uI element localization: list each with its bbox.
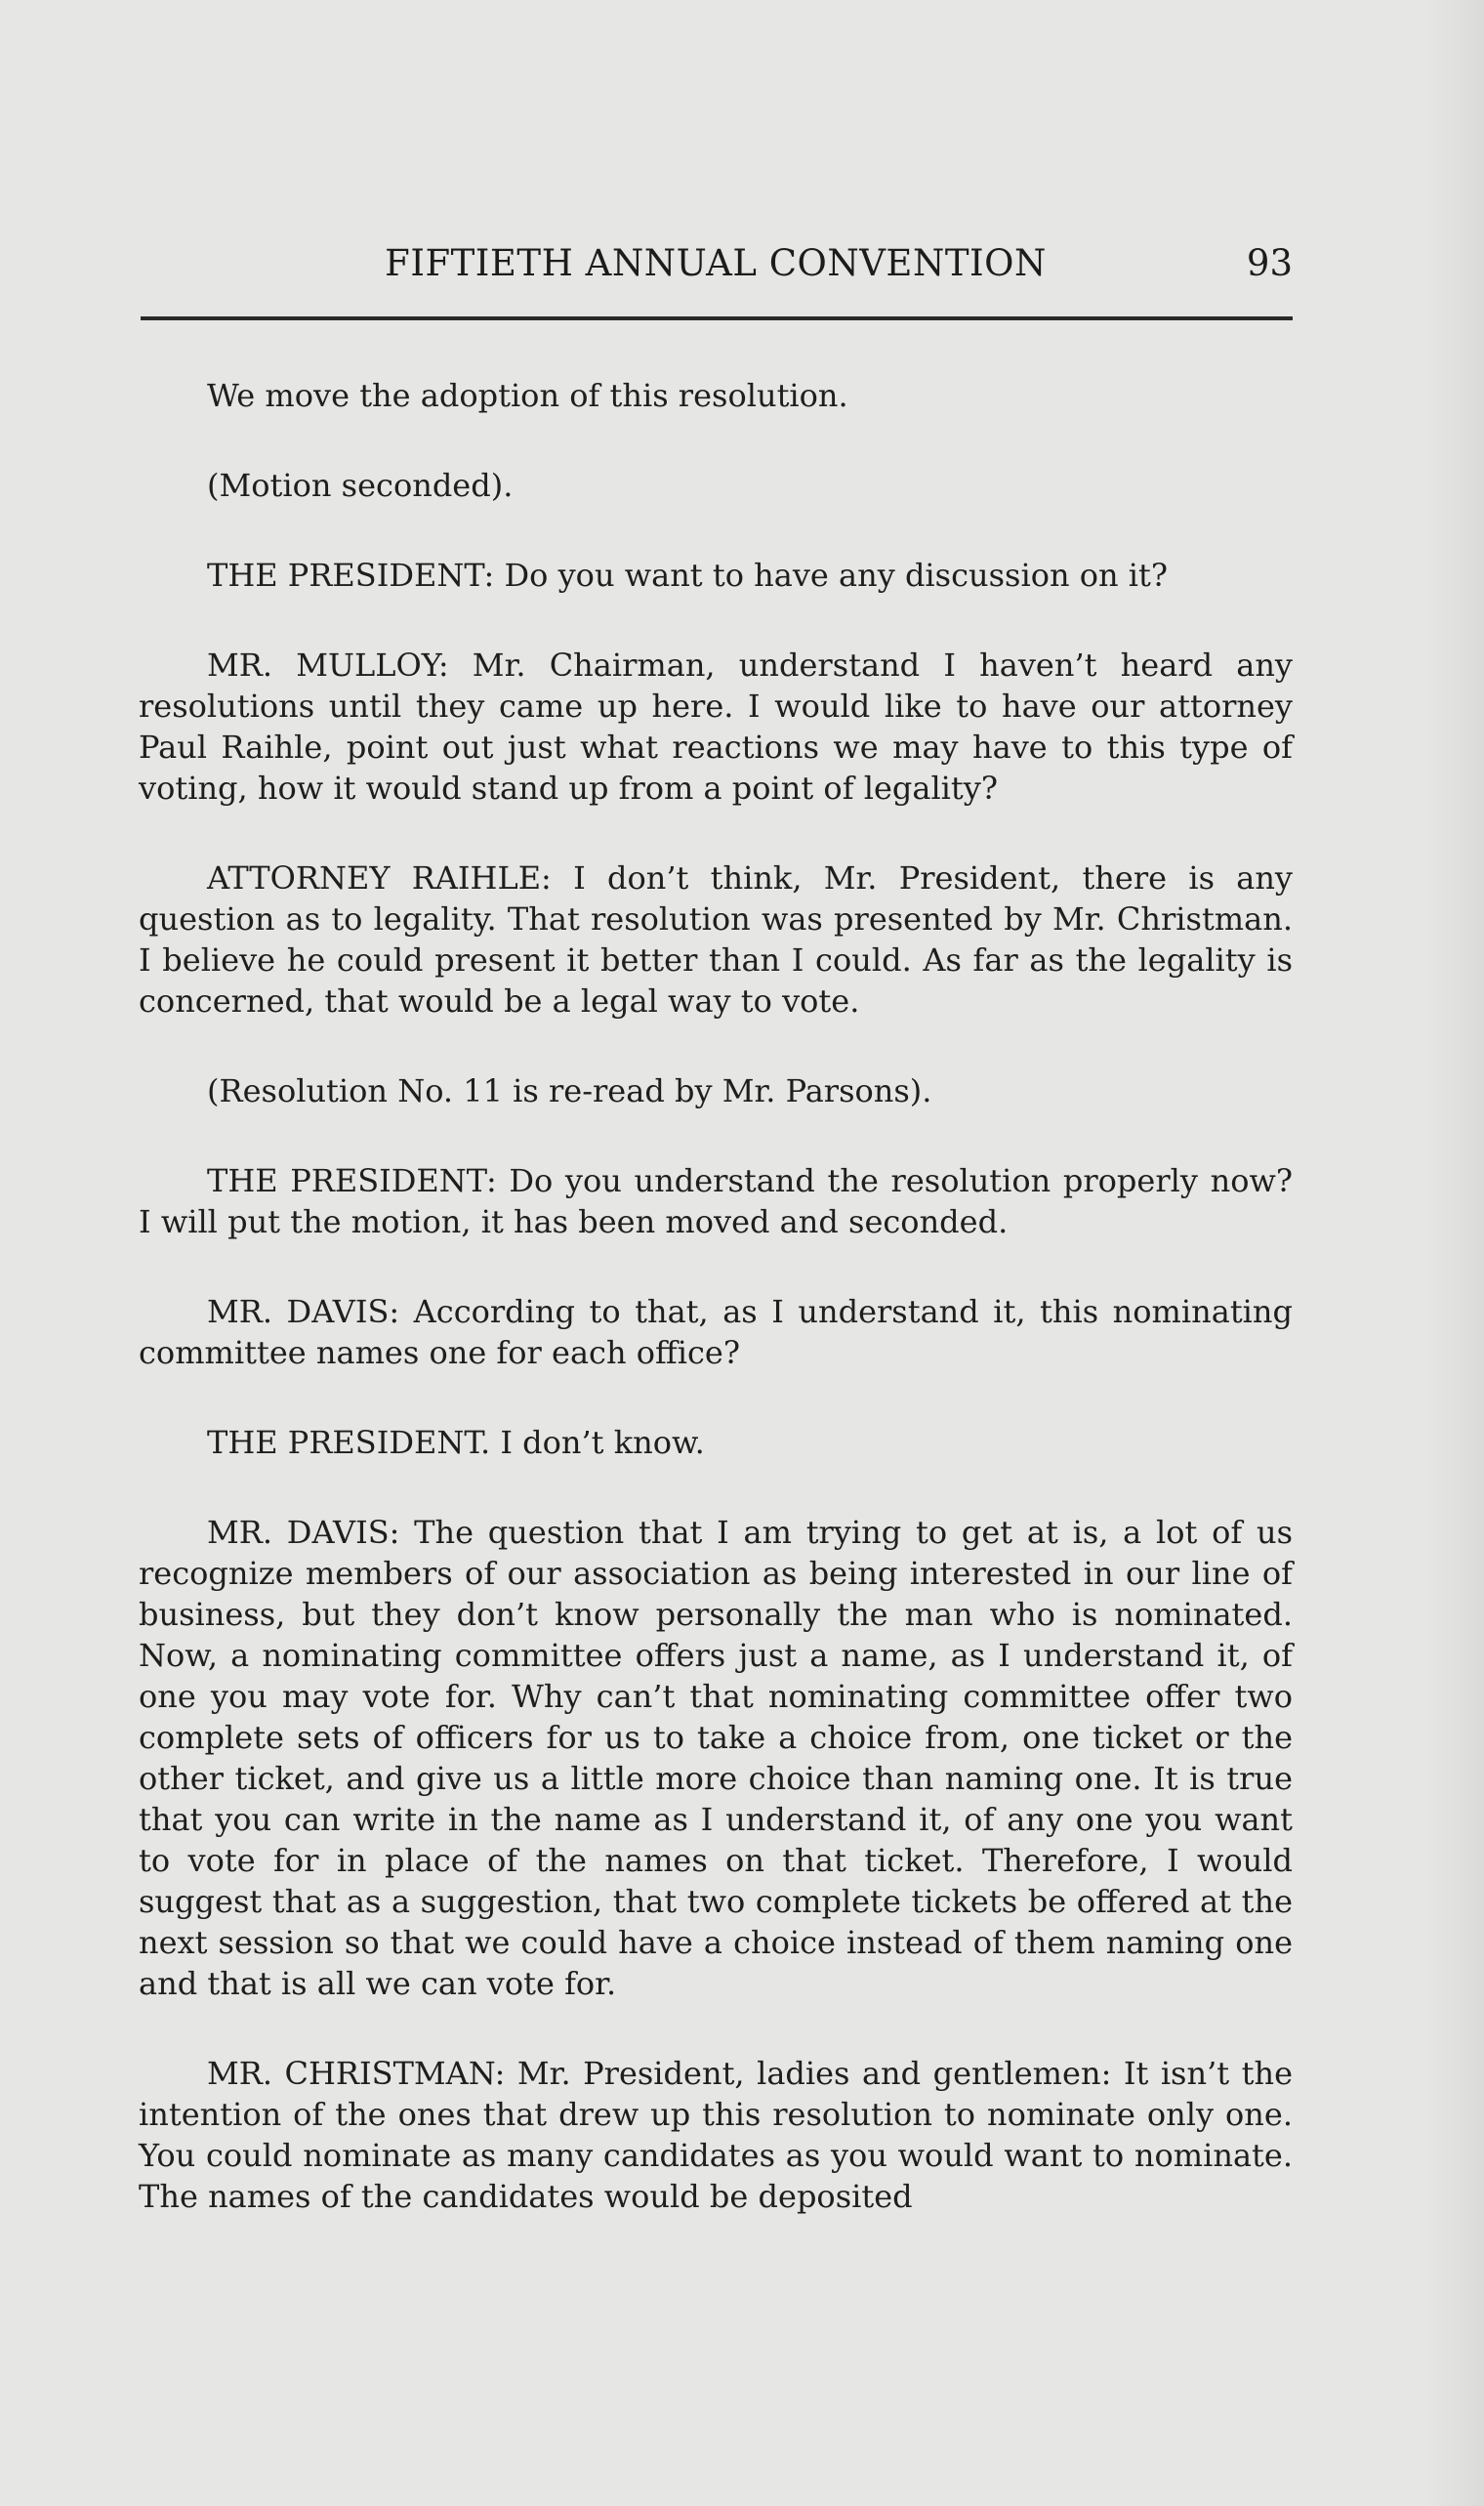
paragraph: MR. CHRISTMAN: Mr. President, ladies and gentlemen: It isn’t the intention of the ones that drew up this resolution to nominate only one. You could nominate as many candidates as you would want to nominate. The names of the candidates would be deposited: [139, 2055, 1293, 2215]
body-text: [139, 375, 1293, 2217]
header-rule: [141, 316, 1293, 320]
paragraph: We move the adoption of this resolution.: [207, 377, 848, 414]
paragraph: THE PRESIDENT: Do you understand the resolution properly now? I will put the motion, it has been moved and seconded.: [139, 1162, 1293, 1240]
running-title: FIFTIETH ANNUAL CONVENTION: [385, 242, 1047, 284]
paragraph: MR. DAVIS: The question that I am trying to get at is, a lot of us recognize members of our association as being interested in our line of business, but they don’t know personally the man who is nominated. Now, a nominating committee offers just a name, as I understand it, of one you may vote for. Why can’t that nominating committee offer two complete sets of officers for us to take a choice from, one ticket or the other ticket, and give us a little more choice than naming one. It is true that you can write in the name as I understand it, of any one you want to vote for in place of the names on that ticket. Therefore, I would suggest that as a suggestion, that two complete tickets be offered at the next session so that we could have a choice instead of them naming one and that is all we can vote for.: [139, 1514, 1293, 2002]
paragraph: MR. DAVIS: According to that, as I understand it, this nominating committee names one for each office?: [139, 1293, 1293, 1371]
page-number: 93: [1246, 242, 1293, 284]
paragraph: THE PRESIDENT: Do you want to have any discussion on it?: [207, 557, 1169, 594]
page-header: [139, 242, 1293, 301]
paragraph: (Resolution No. 11 is re-read by Mr. Parsons).: [207, 1072, 932, 1109]
paragraph: (Motion seconded).: [207, 467, 514, 504]
page-edge-shadow: [1425, 0, 1484, 2506]
paragraph: ATTORNEY RAIHLE: I don’t think, Mr. President, there is any question as to legality. That resolution was presented by Mr. Christman. I believe he could present it better than I could. As far as the legality is concerned, that would be a legal way to vote.: [139, 859, 1293, 1020]
paragraph: MR. MULLOY: Mr. Chairman, understand I haven’t heard any resolutions until they came up here. I would like to have our attorney Paul Raihle, point out just what reactions we may have to this type of voting, how it would stand up from a point of legality?: [139, 647, 1293, 807]
paragraph: THE PRESIDENT. I don’t know.: [207, 1424, 705, 1461]
